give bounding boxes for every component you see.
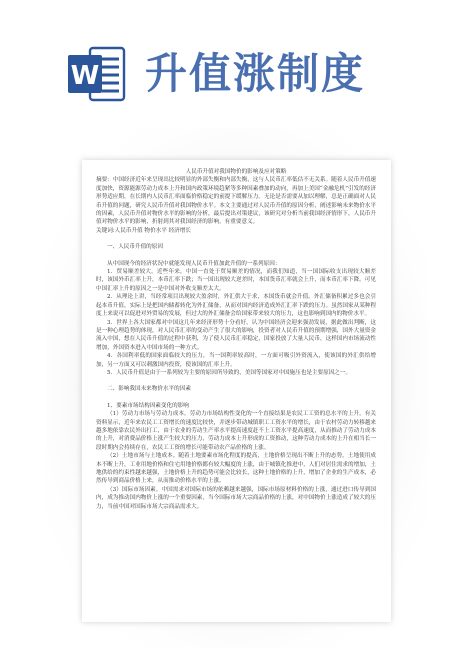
keywords: 关键词:人民币升值 物价水平 经济增长 bbox=[96, 227, 191, 234]
word-icon bbox=[66, 44, 126, 104]
section-1-point: 3．世界上各大国家都对中国这几年来经济形势十分看好，认为中国经济会迎来强劲发展，据此做出判断，这是一种心理趋势的体现，对人民币汇率的变动产生了很大的影响，投资者对人民币升值的预期增强，国外大量资金流入中国，想在人民币升值的过程中获利，为了使人民币汇率稳定，国家投放了大量人民币，这样国内市场流动性增加，外国资本进入中国市场的一种方式。 bbox=[96, 319, 376, 351]
section-1-title: 一、人民币升值的原因 bbox=[107, 244, 163, 251]
section-2-subtitle: 1、要素市场结构因素变化的影响 bbox=[107, 402, 189, 409]
section-2-title: 二、影响我国未来物价水平的因素 bbox=[107, 386, 191, 393]
section-2-point: （2）土地市场与土地成本。随着土地要素市场化程度的提高，土地价格呈现出不断上升的态势，土地使用成本不断上升，工业用地价格和住宅用地价格都有较大幅度的上涨，由于城镇化推进中，人们对居住需求的增加，土地供给的约束性越来越强，土地价格上升的趋势可能会比较长，这种土地价格的上升，增加了企业的生产成本，必然传导到商品价格上来，从而推动价格水平的上涨。 bbox=[96, 453, 376, 485]
word-icon-letter: W bbox=[70, 61, 100, 91]
document-page bbox=[82, 160, 391, 622]
document-title: 升值涨制度 bbox=[145, 49, 366, 98]
section-1-point: 5．人民币升值是由于一系列较为主要的原因所导致的，美国等国家对中国施压也是主要原因之一。 bbox=[107, 369, 352, 376]
section-1-point: 4．各国利率低的国家面临较大的压力，当一国利率较高时，一方面可吸引外资流入，使该国的外汇供给增加，另一方面又可以刺激国内投资，使该国的汇率上升。 bbox=[96, 353, 376, 368]
section-1-point: 2．从理论上讲，当经常项目出现较大盈余时，外汇供大于求，本国货币就会升值。外汇储备积累过多也会引起本币升值，实际上是把国内储蓄转化为外汇储备，从而对国内经济造成外汇汇率下跌的压力。虽然国家从某种程度上来说可以促进对外贸易的发展，但过大的外汇储备会给国家带来较大的压力，这也影响到国内的物价水平。 bbox=[96, 294, 376, 318]
section-1-point: 1．贸易顺差较大。近些年来，中国一直处于贸易顺差的情况，而我们知道，当一国国际收支出现较大顺差时，该国外币汇率上升，本币汇率下跌；当一国出现较大逆差时，本国货币汇率就会上升，而本币汇率下降。可见中国汇率上升的原因之一是中国对外收支顺差太大。 bbox=[96, 269, 376, 292]
header bbox=[0, 0, 474, 132]
section-2-point: （1）劳动力市场与劳动力成本。劳动力市场结构性变化的一个直接结果是农民工工资的总水平的上升，有关资料显示，近年来农民工工资增长的速度比较快，并逐步带动城镇职工工资水平的增长，由于农村劳动力转移越来越多地依靠农民外出打工，由于农业的劳动生产率水平提高速度赶不上工资水平提高速度，从而推动了劳动力成本的上升，对消费品价格上涨产生较大的压力，劳动力成本上升形成的工资推动，这种劳动力成本的上升在相当长一段时期内会持续存在，农民工工资的增长可能带动农产品价格的上涨。 bbox=[96, 411, 376, 451]
document-heading: 人民币升值对我国物价的影响及应对策略 bbox=[185, 169, 287, 175]
section-1-intro: 从中国现今的经济状况中就能发现人民币升值加此升值的一系列原因： bbox=[107, 260, 281, 267]
abstract: 摘要：中国经济近年来呈现出比较明显的外部失衡和内部失衡，这与人民币汇率低估不无关系。随着人民币升值速度加快，资源能源劳动力成本上升和国内政策环境趋紧等多种因素叠加的动向，再加上美国“金融危机”引发的经济形势适应期，在长期内人民币汇率面临价格稳定的前提下缓解压力。无论是否需要从加以理解，总是正确面对人民币升值的问题，研究人民币升值对我国物价水平。本文主要通过对人民币升值的原因分析，阐述影响未来物价水平的因素，人民币升值对物价水平的影响的分析，最后提出对策建议，该研究对分析当前我国经济情形下，人民币升值对物价水平的影响，折射到其对我国经济的影响，有重要意义。 bbox=[96, 177, 376, 226]
document-body bbox=[96, 168, 376, 511]
section-2-point: （3）国际市场因素。中国需求对国际市场的依赖越来越强，国际市场原材料价格的上涨，通过进口传导到国内，成为推动国内物价上涨的一个重要因素，当今国际市场大宗商品价格的上涨，对中国物价上涨造成了较大的压力，当前中国对国际市场大宗商品需求大。 bbox=[96, 486, 376, 510]
